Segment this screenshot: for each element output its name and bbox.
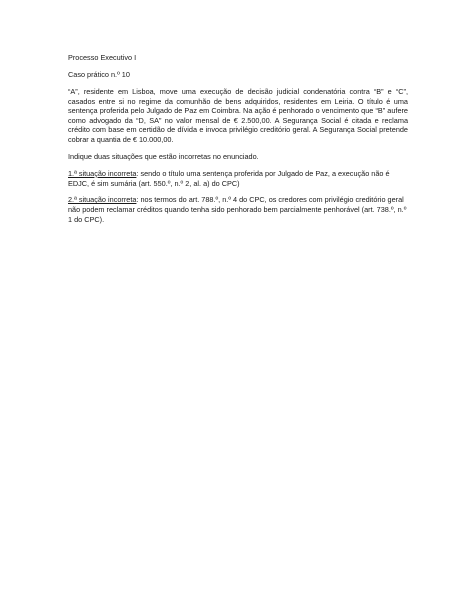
document-title: Processo Executivo I bbox=[68, 53, 137, 62]
document-page bbox=[68, 53, 408, 232]
answer-1 bbox=[68, 169, 408, 188]
document-subtitle: Caso prático n.º 10 bbox=[68, 69, 130, 79]
question: Indique duas situações que estão incorretas no enunciado. bbox=[68, 151, 259, 161]
answer-2-label: 2.ª situação incorreta bbox=[68, 195, 137, 205]
answer-2-text: : nos termos do art. 788.º, n.º 4 do CPC, os credores com privilégio creditório geral não podem reclamar créditos quando tenha sido penhorado bem parcialmente penhorável (art. 738.º, n.º 1 do CPC). bbox=[68, 195, 407, 224]
answer-1-text: : sendo o título uma sentença proferida por Julgado de Paz, a execução não é EDJC, é sim sumária (art. 550.º, n.º 2, al. a) do CPC) bbox=[68, 168, 390, 188]
case-statement: “A”, residente em Lisboa, move uma execução de decisão judicial condenatória contra “B” e “C”, casados entre si no regime da comunhão de bens adquiridos, residentes em Leiria. O título é uma sentença proferida pelo Julgado de Paz em Coimbra. Na ação é penhorado o vencimento que “B” aufere como advogado da “D, SA” no valor mensal de € 2.500,00. A Segurança Social é citada e reclama crédito com base em certidão de dívida e invoca privilégio creditório geral. A Segurança Social pretende cobrar a quantia de € 10.000,00. bbox=[68, 86, 408, 144]
answer-1-label: 1.ª situação incorreta bbox=[68, 168, 137, 178]
answer-2 bbox=[68, 195, 408, 224]
